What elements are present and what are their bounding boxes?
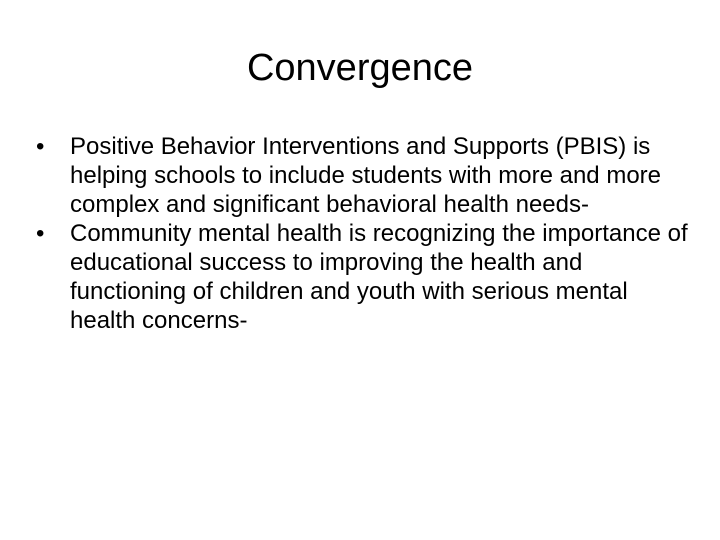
slide-title: Convergence [246, 47, 474, 89]
bullet-item-community-mental-health [36, 219, 696, 335]
bullet-text: Positive Behavior Interventions and Supports (PBIS) is helping schools to include students with more and more complex and significant behavioral health needs- [70, 133, 661, 218]
bullet-marker: • [36, 220, 45, 247]
bullet-list [36, 132, 696, 335]
bullet-marker: • [36, 133, 45, 160]
bullet-item-pbis [36, 132, 696, 219]
bullet-text: Community mental health is recognizing the importance of educational success to improving the health and functioning of children and youth with serious mental health concerns- [70, 220, 688, 334]
